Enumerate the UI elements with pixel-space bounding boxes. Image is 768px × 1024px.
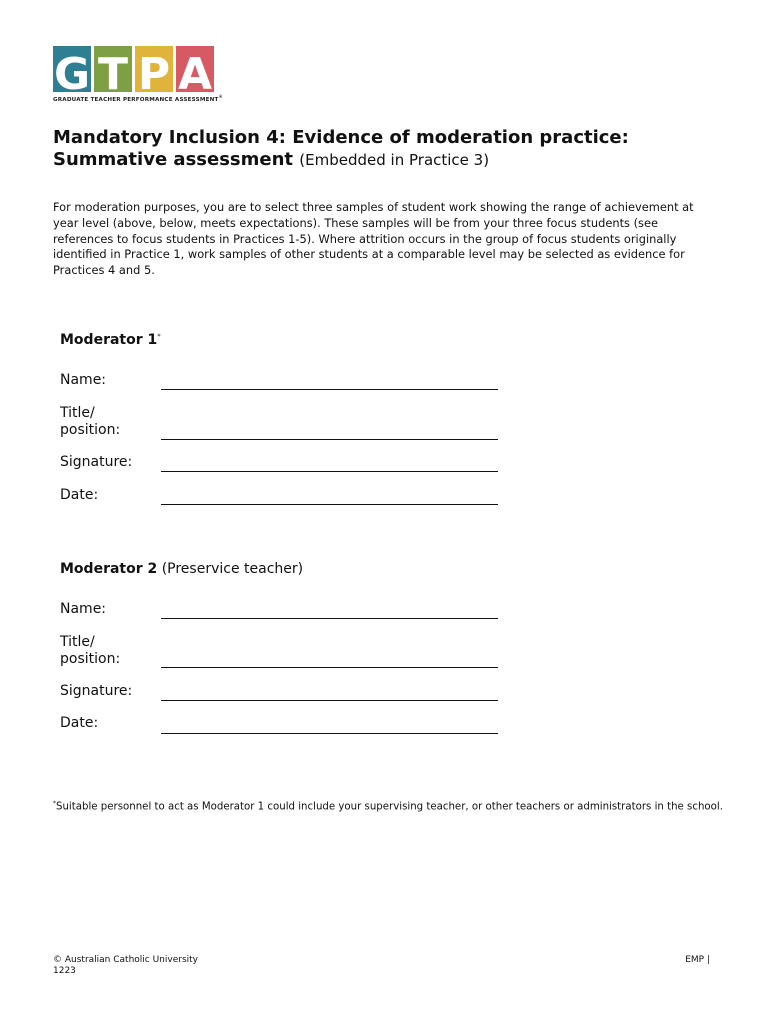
logo-tile-g: G [53,46,91,92]
moderator-2-title-label: Title/ position: [60,634,121,667]
moderator-1-signature-field[interactable] [161,471,498,472]
gtpa-logo [53,46,235,103]
moderator-2-heading: Moderator 2 (Preservice teacher) [60,561,304,577]
title-line-2 [53,149,733,171]
footer-copyright: © Australian Catholic University 1223 [53,955,198,976]
logo-tile-t: T [94,46,132,92]
footer-page-ref: EMP | [685,955,710,965]
moderator-2-name-field[interactable] [161,618,498,619]
moderator-1-date-field[interactable] [161,504,498,505]
page-title [53,127,733,171]
moderator-1-title-field[interactable] [161,439,498,440]
moderator-2-date-field[interactable] [161,733,498,734]
footnote: *Suitable personnel to act as Moderator 1 could include your supervising teacher, or other teachers or administrators in the school. [53,800,723,813]
title-paren-part: (Embedded in Practice 3) [299,151,490,169]
logo-tiles [53,46,235,92]
moderator-1-signature-label: Signature: [60,454,133,470]
moderator-1-heading: Moderator 1* [60,332,161,348]
moderator-2-signature-field[interactable] [161,700,498,701]
logo-subtitle: GRADUATE TEACHER PERFORMANCE ASSESSMENT® [53,94,223,103]
moderator-1-name-label: Name: [60,372,107,388]
moderator-2-title-field[interactable] [161,667,498,668]
intro-paragraph: For moderation purposes, you are to select three samples of student work showing the range of achievement at year level (above, below, meets expectations). These samples will be from your three focus students (see references to focus students in Practices 1-5). Where attrition occurs in the group of focus students originally identified in Practice 1, work samples of other students at a comparable level may be selected as evidence for Practices 4 and 5. [53,200,694,278]
moderator-1-title-label: Title/ position: [60,405,121,438]
logo-tile-a: A [176,46,214,92]
title-line-1: Mandatory Inclusion 4: Evidence of moderation practice: [53,127,629,148]
moderator-2-name-label: Name: [60,601,107,617]
logo-tile-p: P [135,46,173,92]
moderator-2-signature-label: Signature: [60,683,133,699]
moderator-1-name-field[interactable] [161,389,498,390]
moderator-2-date-label: Date: [60,715,99,731]
title-bold-part: Summative assessment [53,149,294,170]
moderator-1-date-label: Date: [60,487,99,503]
